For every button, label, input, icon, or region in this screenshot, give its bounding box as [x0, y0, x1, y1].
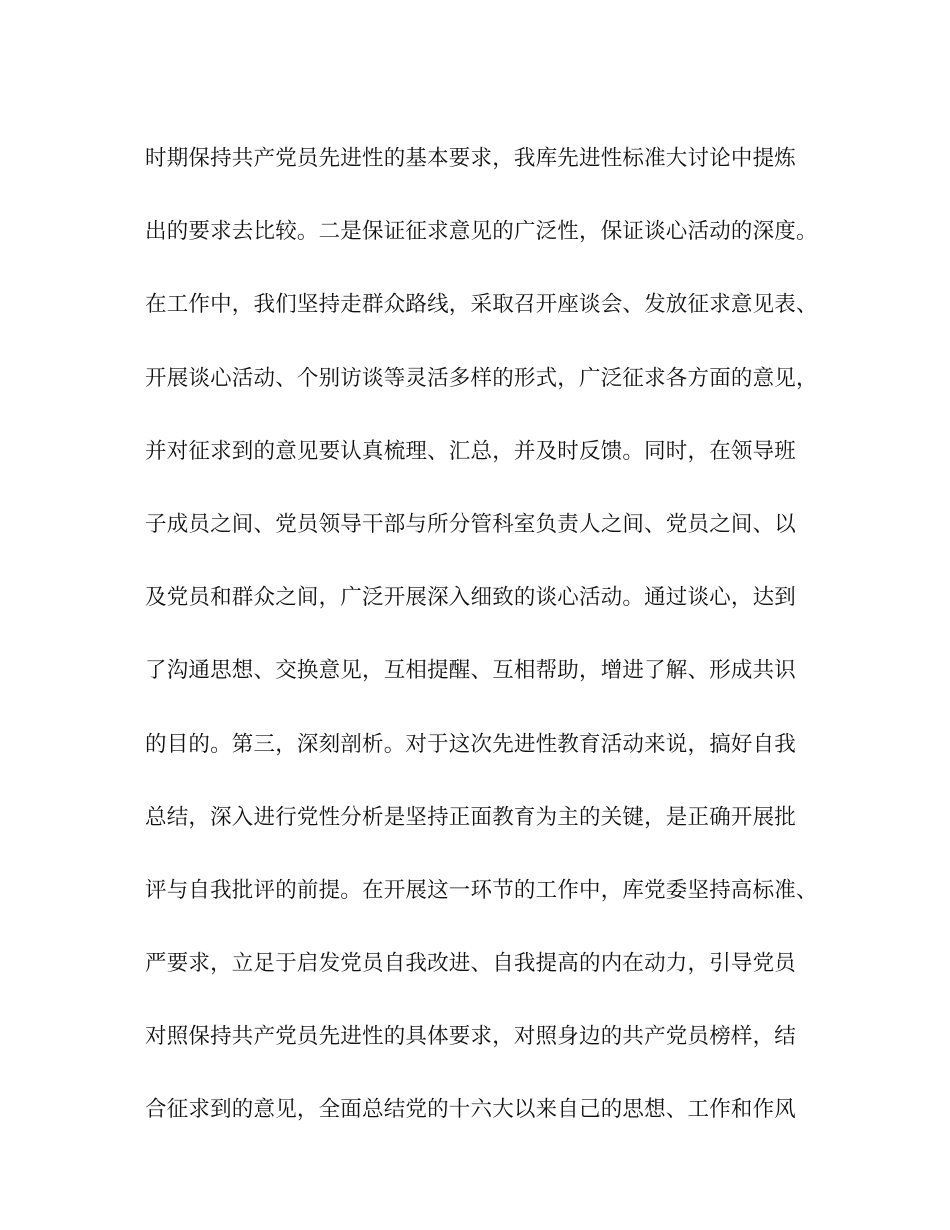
document-body	[145, 122, 825, 1147]
body-text-line: 评与自我批评的前提。在开展这一环节的工作中，库党委坚持高标准、	[145, 877, 818, 903]
body-text-line: 合征求到的意见，全面总结党的十六大以来自己的思想、工作和作风	[145, 1097, 797, 1123]
body-text-line: 并对征求到的意见要认真梳理、汇总，并及时反馈。同时，在领导班	[145, 438, 797, 464]
body-text-line: 开展谈心活动、个别访谈等灵活多样的形式，广泛征求各方面的意见，	[145, 365, 818, 391]
body-text-line: 时期保持共产党员先进性的基本要求，我库先进性标准大讨论中提炼	[145, 146, 797, 171]
body-text-line: 对照保持共产党员先进性的具体要求，对照身边的共产党员榜样，结	[145, 1024, 797, 1050]
body-text-line: 的目的。第三，深刻剖析。对于这次先进性教育活动来说，搞好自我	[145, 731, 797, 757]
body-text-line: 子成员之间、党员领导干部与所分管科室负责人之间、党员之间、以	[145, 511, 797, 537]
body-text-line: 总结，深入进行党性分析是坚持正面教育为主的关键，是正确开展批	[145, 804, 797, 830]
body-text-line: 及党员和群众之间，广泛开展深入细致的谈心活动。通过谈心，达到	[145, 585, 797, 611]
body-text-line: 在工作中，我们坚持走群众路线，采取召开座谈会、发放征求意见表、	[145, 292, 818, 318]
body-text-line: 了沟通思想、交换意见，互相提醒、互相帮助，增进了解、形成共识	[145, 658, 797, 684]
body-text-line: 出的要求去比较。二是保证征求意见的广泛性，保证谈心活动的深度。	[145, 219, 818, 245]
body-text-line: 严要求，立足于启发党员自我改进、自我提高的内在动力，引导党员	[145, 951, 797, 977]
